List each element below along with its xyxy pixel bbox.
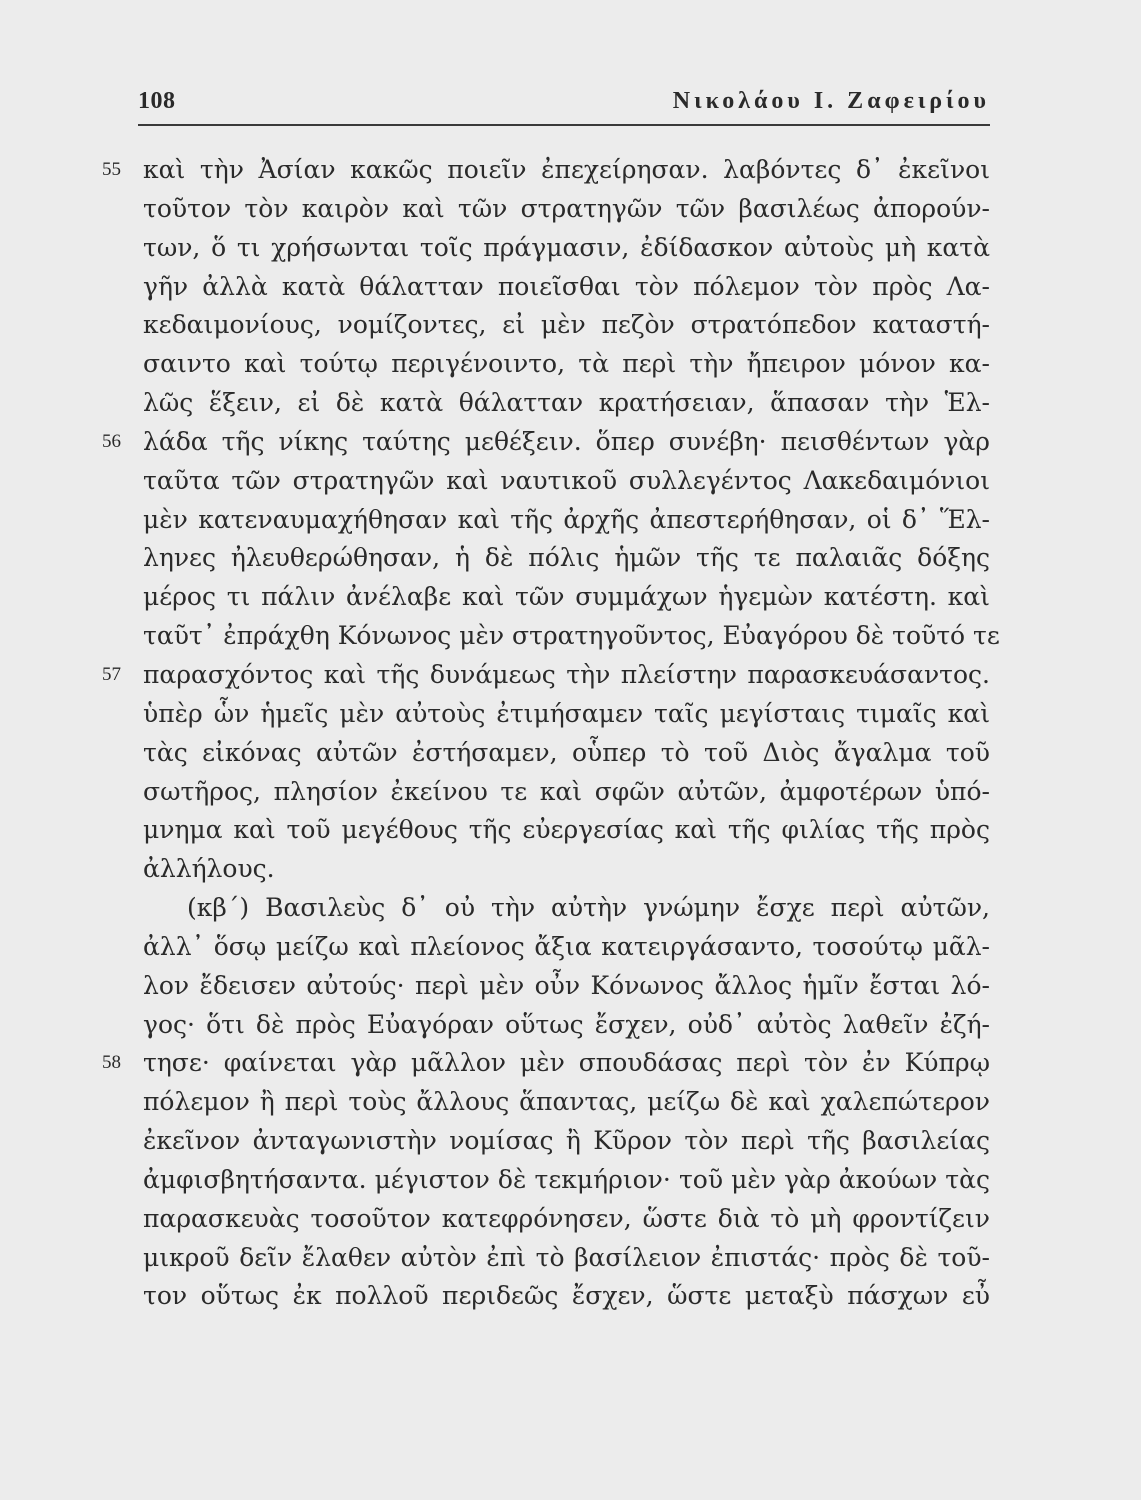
line-text: κεδαιμονίους, νομίζοντες, εἰ μὲν πεζὸν στρατόπεδον καταστή- [143, 310, 990, 340]
text-line [143, 773, 990, 812]
page-header [138, 88, 990, 126]
text-line [143, 1239, 990, 1278]
section-number: 55 [102, 159, 121, 180]
text-line [143, 1122, 990, 1161]
line-text: λῶς ἕξειν, εἰ δὲ κατὰ θάλατταν κρατήσειαν, ἅπασαν τὴν Ἑλ- [143, 388, 990, 418]
line-text: ἐκεῖνον ἀνταγωνιστὴν νομίσας ἢ Κῦρον τὸν περὶ τῆς βασιλείας [143, 1126, 990, 1156]
text-line [143, 229, 990, 268]
line-text: μὲν κατεναυμαχήθησαν καὶ τῆς ἀρχῆς ἀπεστερήθησαν, οἱ δ᾿ Ἕλ- [143, 504, 990, 534]
text-line [143, 268, 990, 307]
text-line [102, 656, 990, 695]
text-line [143, 384, 990, 423]
line-text: ληνες ἠλευθερώθησαν, ἡ δὲ πόλις ἡμῶν τῆς τε παλαιᾶς δόξης [143, 543, 990, 573]
line-text: παρασκευὰς τοσοῦτον κατεφρόνησεν, ὥστε διὰ τὸ μὴ φροντίζειν [143, 1203, 990, 1233]
line-text: τὰς εἰκόνας αὐτῶν ἐστήσαμεν, οὗπερ τὸ τοῦ Διὸς ἄγαλμα τοῦ [143, 737, 990, 767]
text-line [143, 462, 990, 501]
line-text: μνημα καὶ τοῦ μεγέθους τῆς εὐεργεσίας καὶ τῆς φιλίας τῆς πρὸς [143, 815, 990, 845]
running-head: Νικολάου Ι. Ζαφειρίου [672, 88, 990, 114]
paragraph-end-line [143, 850, 990, 889]
line-text: ταῦτα τῶν στρατηγῶν καὶ ναυτικοῦ συλλεγέντος Λακεδαιμόνιοι [143, 465, 990, 495]
line-text: ταῦτ᾿ ἐπράχθη Κόνωνος μὲν στρατηγοῦντος, Εὐαγόρου δὲ τοῦτό τε [143, 621, 1000, 651]
line-text: γῆν ἀλλὰ κατὰ θάλατταν ποιεῖσθαι τὸν πόλεμον τὸν πρὸς Λα- [143, 271, 990, 301]
paragraph-start-line [143, 889, 990, 928]
line-text: λάδα τῆς νίκης ταύτης μεθέξειν. ὅπερ συνέβη· πεισθέντων γὰρ [143, 426, 990, 456]
text-line [143, 578, 990, 617]
text-line [143, 190, 990, 229]
text-line [143, 928, 990, 967]
line-text: τον οὕτως ἐκ πολλοῦ περιδεῶς ἔσχεν, ὥστε μεταξὺ πάσχων εὖ [143, 1281, 990, 1311]
text-line [102, 1044, 990, 1083]
line-text: σαιντο καὶ τούτῳ περιγένοιντο, τὰ περὶ τὴν ἤπειρον μόνον κα- [143, 349, 990, 379]
body-text [102, 151, 1000, 1316]
line-text: (κβ΄) Βασιλεὺς δ᾿ οὐ τὴν αὐτὴν γνώμην ἔσχε περὶ αὐτῶν, [187, 893, 990, 923]
text-line [143, 345, 990, 384]
text-line [143, 967, 990, 1006]
line-text: ἀμφισβητήσαντα. μέγιστον δὲ τεκμήριον· τοῦ μὲν γὰρ ἀκούων τὰς [143, 1164, 990, 1194]
section-number: 58 [102, 1052, 121, 1074]
line-text: παρασχόντος καὶ τῆς δυνάμεως τὴν πλείστην παρασκευάσαντος. [143, 659, 990, 689]
text-line [143, 695, 990, 734]
line-text: των, ὅ τι χρήσωνται τοῖς πράγμασιν, ἐδίδασκον αὐτοὺς μὴ κατὰ [143, 232, 990, 262]
line-text: μέρος τι πάλιν ἀνέλαβε καὶ τῶν συμμάχων ἡγεμὼν κατέστη. καὶ [143, 582, 990, 612]
text-line [143, 1006, 990, 1045]
text-line [102, 151, 990, 190]
line-text: τοῦτον τὸν καιρὸν καὶ τῶν στρατηγῶν τῶν βασιλέως ἀπορούν- [143, 193, 990, 223]
line-text: καὶ τὴν Ἀσίαν κακῶς ποιεῖν ἐπεχείρησαν. λαβόντες δ᾿ ἐκεῖνοι [143, 155, 990, 184]
line-text: τησε· φαίνεται γὰρ μᾶλλον μὲν σπουδάσας περὶ τὸν ἐν Κύπρῳ [143, 1048, 990, 1078]
text-line [143, 1161, 990, 1200]
line-text: πόλεμον ἢ περὶ τοὺς ἄλλους ἅπαντας, μείζω δὲ καὶ χαλεπώτερον [143, 1087, 990, 1117]
line-text: ἀλλ᾿ ὅσῳ μείζω καὶ πλείονος ἄξια κατειργάσαντο, τοσούτῳ μᾶλ- [143, 931, 990, 961]
text-line [143, 734, 990, 773]
text-line [143, 1200, 990, 1239]
section-number: 56 [102, 430, 121, 452]
line-text: σωτῆρος, πλησίον ἐκείνου τε καὶ σφῶν αὐτῶν, ἀμφοτέρων ὑπό- [143, 776, 990, 806]
text-line [143, 617, 1000, 656]
text-line [143, 539, 990, 578]
line-text: ὑπὲρ ὧν ἡμεῖς μὲν αὐτοὺς ἐτιμήσαμεν ταῖς μεγίσταις τιμαῖς καὶ [143, 698, 990, 728]
section-number: 57 [102, 663, 121, 685]
text-line [102, 423, 990, 462]
text-line [143, 1277, 990, 1316]
text-line [143, 811, 990, 850]
page-number: 108 [138, 88, 176, 114]
line-text: μικροῦ δεῖν ἔλαθεν αὐτὸν ἐπὶ τὸ βασίλειον ἐπιστάς· πρὸς δὲ τοῦ- [143, 1242, 990, 1272]
line-text: ἀλλήλους. [143, 854, 275, 884]
text-line [143, 501, 990, 540]
text-line [143, 306, 990, 345]
line-text: λον ἔδεισεν αὐτούς· περὶ μὲν οὖν Κόνωνος ἄλλος ἡμῖν ἔσται λό- [143, 970, 990, 1000]
text-line [143, 1083, 990, 1122]
line-text: γος· ὅτι δὲ πρὸς Εὐαγόραν οὕτως ἔσχεν, οὐδ᾿ αὐτὸς λαθεῖν ἐζή- [143, 1009, 990, 1039]
